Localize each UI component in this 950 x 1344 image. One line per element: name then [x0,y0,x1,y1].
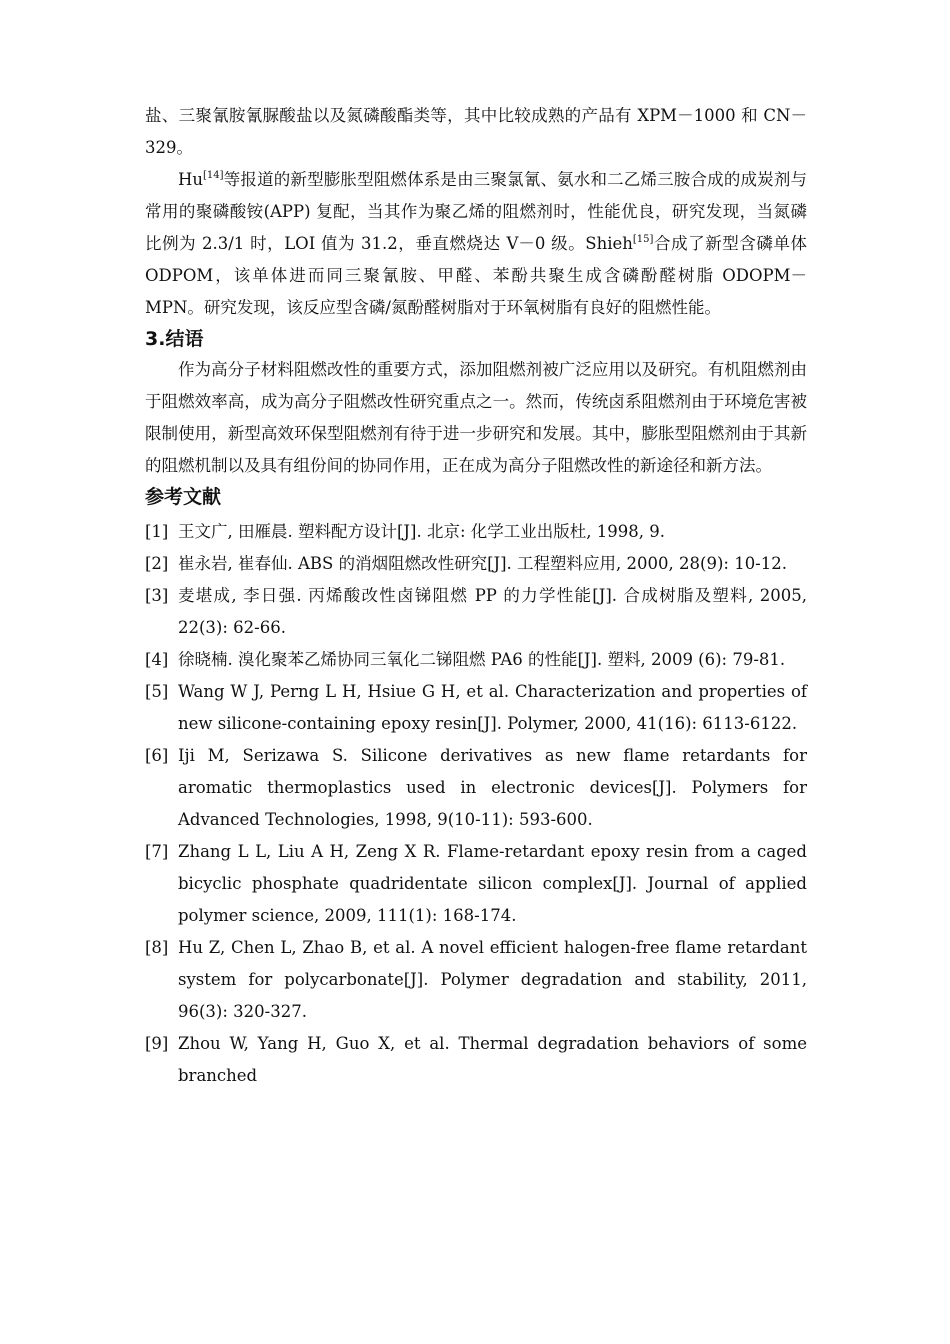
paragraph-text-b: 合成了新型含磷单体 ODPOM，该单体进而同三聚氰胺、甲醛、苯酚共聚生成含磷酚醛树脂 ODOPM－MPN。研究发现，该反应型含磷/氮酚醛树脂对于环氧树脂有良好的阻燃性能。 [145,234,807,317]
reference-number: [9] [145,1034,169,1053]
references-title: 参考文献 [145,486,222,508]
reference-text: Wang W J, Perng L H, Hsiue G H, et al. Characterization and properties of new silicone-containing epoxy resin[J]. Polymer, 2000, 41(16): 6113-6122. [178,682,807,733]
reference-number: [1] [145,522,169,541]
reference-number: [7] [145,842,169,861]
reference-text: Zhang L L, Liu A H, Zeng X R. Flame‐retardant epoxy resin from a caged bicyclic phosphate quadridentate silicon complex[J]. Journal of applied polymer science, 2009, 111(1): 168-174. [178,842,807,925]
reference-item [145,836,807,932]
paragraph-intumescent [145,164,807,324]
reference-text: 崔永岩, 崔春仙. ABS 的消烟阻燃改性研究[J]. 工程塑料应用, 2000, 28(9): 10-12. [178,554,788,573]
paragraph-intro: 盐、三聚氰胺氰脲酸盐以及氮磷酸酯类等，其中比较成熟的产品有 XPM－1000 和 CN－329。 [145,106,807,157]
section-conclusion-title: 3.结语 [145,328,204,350]
reference-item [145,676,807,740]
reference-number: [6] [145,746,169,765]
reference-number: [8] [145,938,169,957]
reference-text: Zhou W, Yang H, Guo X, et al. Thermal degradation behaviors of some branched [178,1034,807,1085]
reference-text: 王文广, 田雁晨. 塑料配方设计[J]. 北京: 化学工业出版杜, 1998, 9. [178,522,665,541]
reference-list [145,516,807,1092]
reference-number: [3] [145,586,169,605]
reference-text: Hu Z, Chen L, Zhao B, et al. A novel efficient halogen-free flame retardant system for polycarbonate[J]. Polymer degradation and stability, 2011, 96(3): 320-327. [178,938,807,1021]
reference-item [145,932,807,1028]
reference-text: Iji M, Serizawa S. Silicone derivatives as new flame retardants for aromatic thermoplastics used in electronic devices[J]. Polymers for Advanced Technologies, 1998, 9(10‐11): 593-600. [178,746,807,829]
reference-item [145,1028,807,1092]
document-page [145,100,807,1092]
reference-number: [4] [145,650,169,669]
paragraph-text-a: 等报道的新型膨胀型阻燃体系是由三聚氯氰、氨水和二乙烯三胺合成的成炭剂与常用的聚磷酸铵(APP) 复配，当其作为聚乙烯的阻燃剂时，性能优良，研究发现，当氮磷比例为 2.3/1 时，LOI 值为 31.2，垂直燃烧达 V－0 级。Shieh [145,170,807,253]
reference-item [145,548,807,580]
reference-number: [2] [145,554,169,573]
citation-14[interactable]: [14] [203,170,224,181]
reference-number: [5] [145,682,169,701]
reference-item [145,740,807,836]
reference-item [145,516,807,548]
reference-item [145,644,807,676]
reference-text: 麦堪成, 李日强. 丙烯酸改性卤锑阻燃 PP 的力学性能[J]. 合成树脂及塑料, 2005, 22(3): 62-66. [178,586,807,637]
reference-item [145,580,807,644]
author-hu: Hu [178,170,204,189]
paragraph-conclusion: 作为高分子材料阻燃改性的重要方式，添加阻燃剂被广泛应用以及研究。有机阻燃剂由于阻燃效率高，成为高分子阻燃改性研究重点之一。然而，传统卤系阻燃剂由于环境危害被限制使用，新型高效环保型阻燃剂有待于进一步研究和发展。其中，膨胀型阻燃剂由于其新的阻燃机制以及具有组份间的协同作用，正在成为高分子阻燃改性的新途径和新方法。 [145,360,807,475]
reference-text: 徐晓楠. 溴化聚苯乙烯协同三氧化二锑阻燃 PA6 的性能[J]. 塑料, 2009 (6): 79-81. [178,650,786,669]
citation-15[interactable]: [15] [632,234,654,245]
